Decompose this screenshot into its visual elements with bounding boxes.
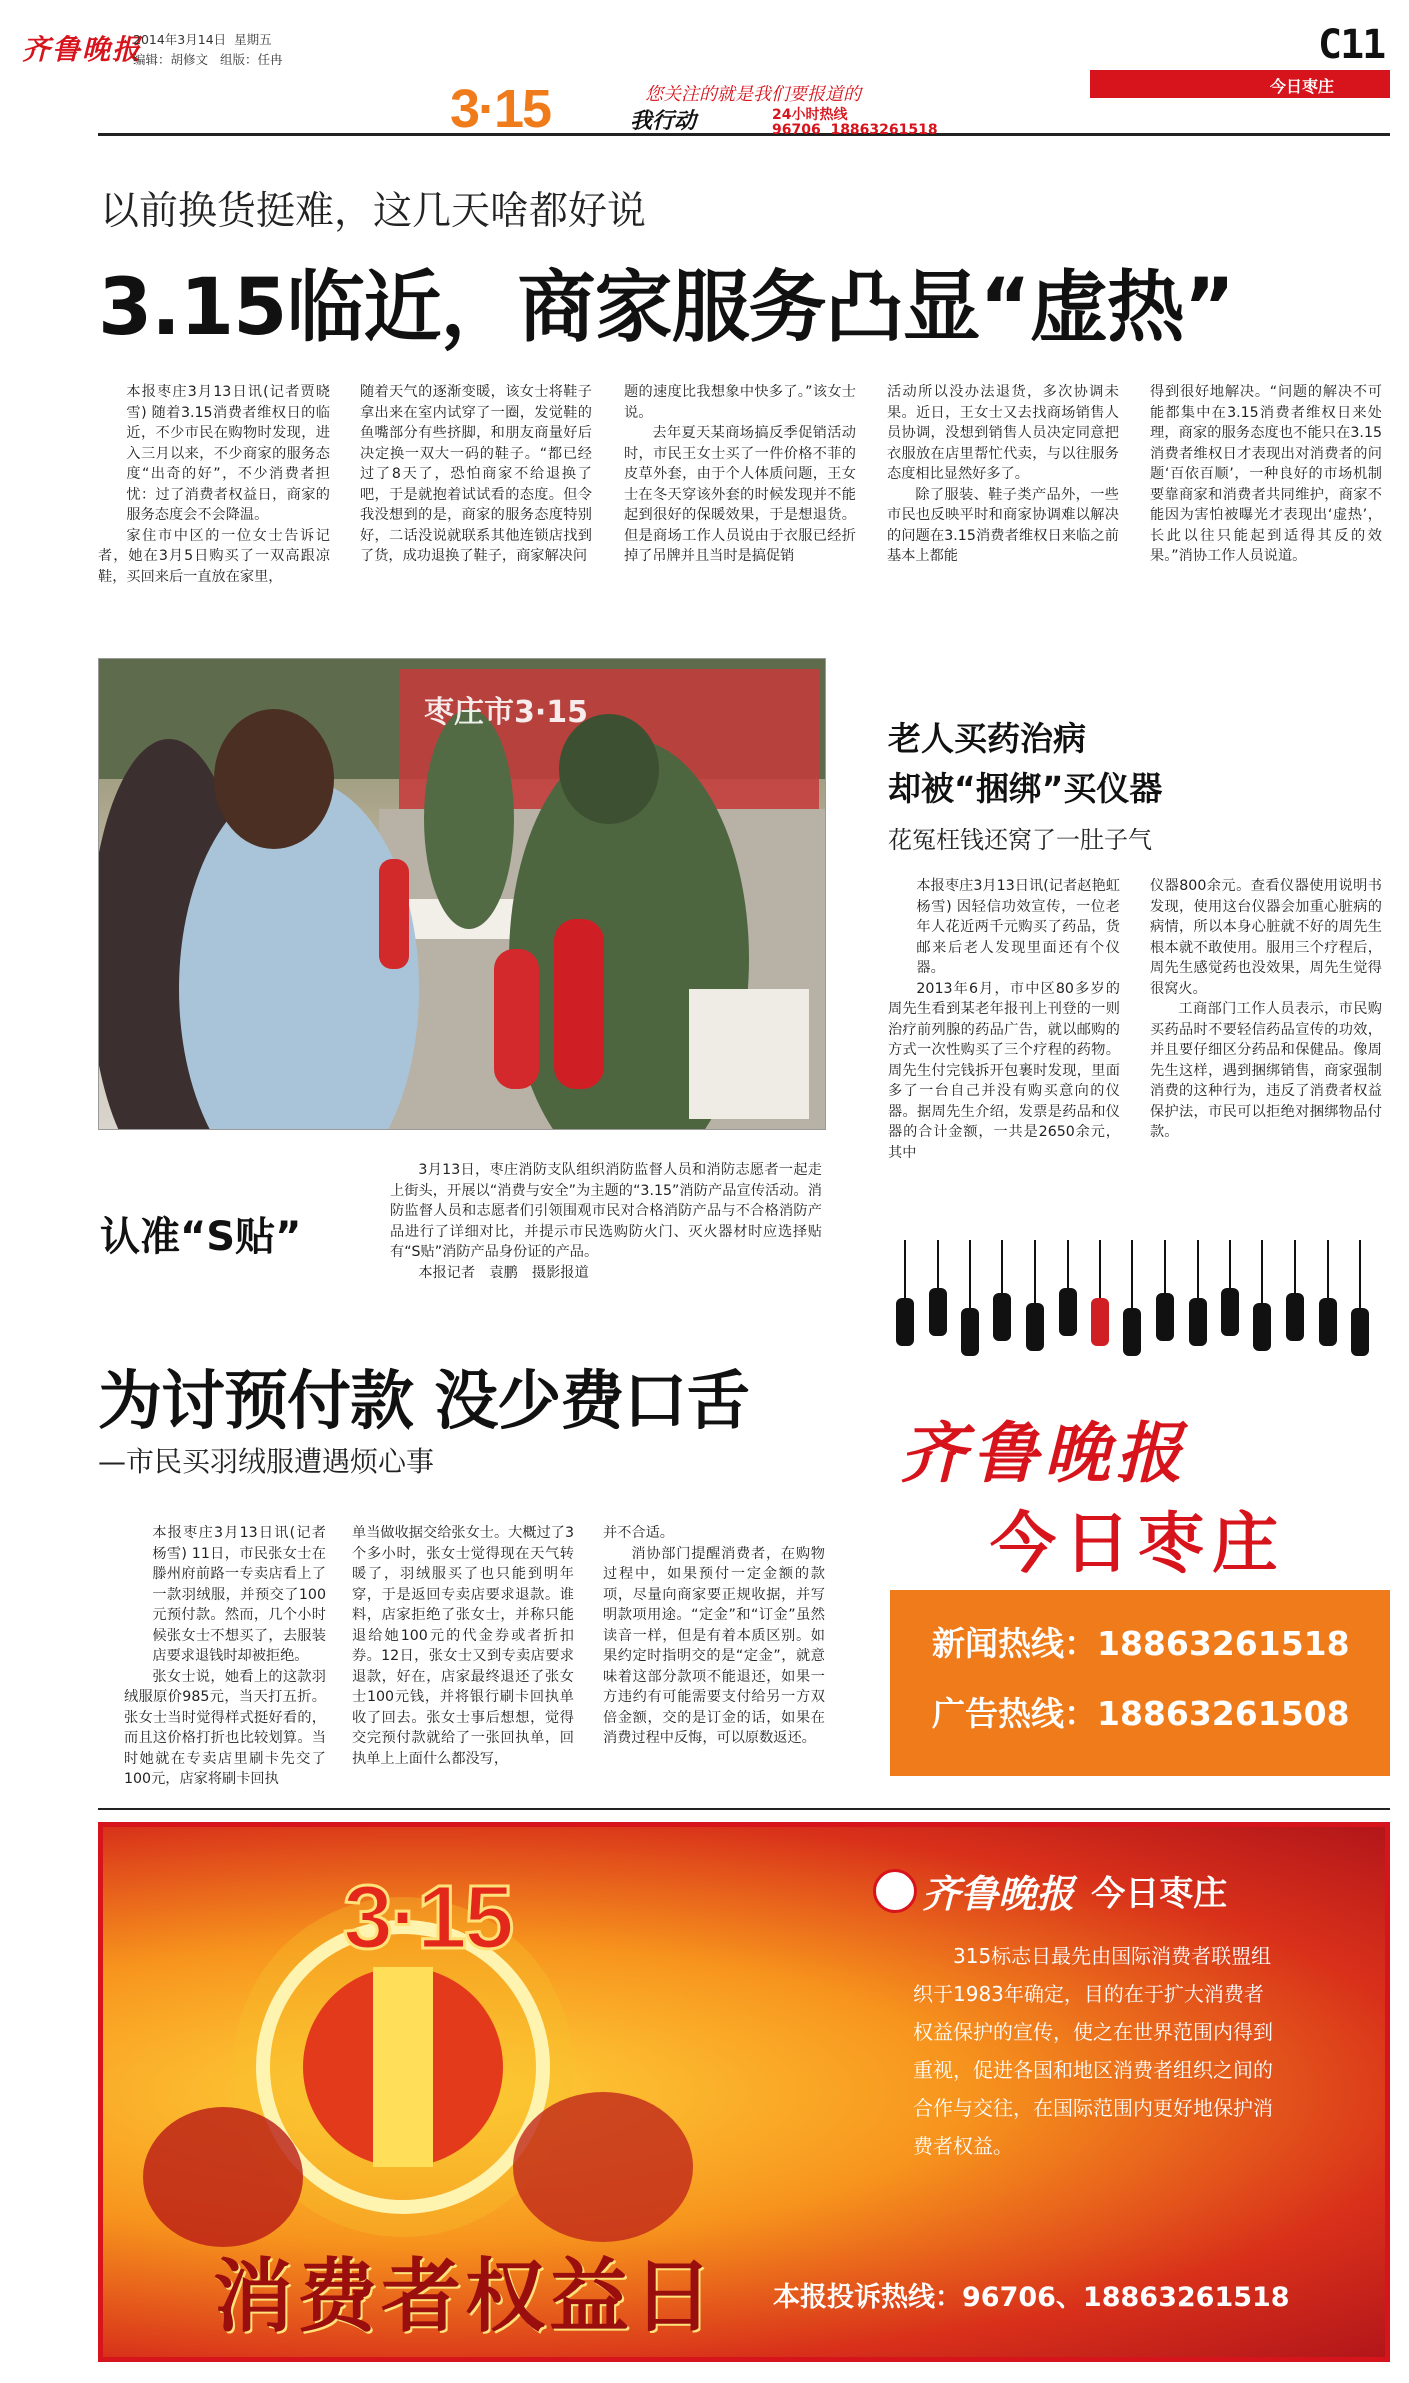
banner-hotline-label: 24小时热线 xyxy=(772,107,848,123)
article1-col-4 xyxy=(887,382,1119,567)
article1-col-5 xyxy=(1150,382,1382,567)
article2-headline-2: 却被“捆绑”买仪器 xyxy=(888,769,1163,808)
bottom-ad-title: 消费者权益日 xyxy=(213,2250,717,2343)
bottom-ad-brand xyxy=(873,1863,1227,1918)
phone-row xyxy=(890,1240,1390,1380)
house-ad-logo: 齐鲁晚报 xyxy=(900,1414,1188,1492)
banner-campaign: 我行动 xyxy=(630,109,697,134)
editor-text: 编辑：胡修文 xyxy=(133,52,209,67)
article2-col-1 xyxy=(888,876,1135,1163)
brand-circle-icon xyxy=(873,1869,917,1913)
paragraph: 工商部门工作人员表示，市民购买药品时不要轻信药品宣传的功效，并且要仔细区分药品和保健品。像周先生这样，遇到捆绑销售，商家强制消费的这种行为，违反了消费者权益保护法，市民可以拒绝对捆绑物品付款。 xyxy=(1150,1001,1382,1140)
masthead-logo: 齐鲁晚报 xyxy=(22,33,143,66)
banner-315-logo: 3·15 xyxy=(450,79,551,139)
paragraph: 本报枣庄3月13日讯(记者赵艳虹 杨雪) 因轻信功效宣传，一位老年人花近两千元购买了药品，货邮来后老人发现里面还有个仪器。 xyxy=(916,878,1135,976)
news-photo xyxy=(98,658,826,1130)
article1-col-2 xyxy=(360,382,592,567)
paragraph: 随着天气的逐渐变暖，该女士将鞋子拿出来在室内试穿了一圈，发觉鞋的鱼嘴部分有些挤脚，和朋友商量好后决定换一双大一码的鞋子。“都已经过了8天了，恐怕商家不给退换了吧，于是就抱着试试看的态度。但令我没想到的是，商家的服务态度特别好，二话没说就联系其他连锁店找到了货，成功退换了鞋子，商家解决问 xyxy=(360,384,592,564)
staff-credits xyxy=(133,50,282,68)
paragraph: 活动所以没办法退货，多次协调未果。近日，王女士又去找商场销售人员协调，没想到销售人员决定同意把衣服放在店里帮忙代卖，与以往服务态度相比显然好多了。 xyxy=(887,384,1119,482)
article1-kicker: 以前换货挺难，这几天啥都好说 xyxy=(100,189,647,234)
issue-date xyxy=(133,30,272,48)
photo-credit: 本报记者 袁鹏 摄影报道 xyxy=(418,1264,589,1281)
layout-text: 组版：任冉 xyxy=(219,52,283,67)
article1-col-3 xyxy=(624,382,856,567)
section-tab xyxy=(1090,70,1390,98)
article2-subhead: 花冤枉钱还窝了一肚子气 xyxy=(888,826,1152,854)
article3-headline: 为讨预付款 没少费口舌 xyxy=(98,1365,750,1439)
article2-headline-1: 老人买药治病 xyxy=(888,719,1086,758)
paragraph: 张女士说，她看上的这款羽绒服原价985元，当天打五折。张女士当时觉得样式挺好看的，而且这价格打折也比较划算。当时她就在专卖店里刷卡先交了100元，店家将刷卡回执 xyxy=(124,1668,326,1787)
article2-col-2 xyxy=(1150,876,1382,1143)
section-name: 今日枣庄 xyxy=(1269,77,1334,96)
article1-headline: 3.15临近，商家服务凸显“虚热” xyxy=(98,263,1234,353)
complaint-hotline: 本报投诉热线：96706、18863261518 xyxy=(773,2282,1290,2313)
paragraph: 消协部门提醒消费者，在购物过程中，如果预付一定金额的款项，尽量向商家要正规收据，并写明款项用途。“定金”和“订金”虽然读音一样，但是有着本质区别。如果约定时指明交的是“定金”，就意味着这部分款项不能退还，如果一方违约有可能需要支付给另一方双倍金额，交的是订金的话，如果在消费过程中反悔，可以原数返还。 xyxy=(603,1545,825,1746)
bottom-rule xyxy=(98,1808,1390,1810)
bottom-ad xyxy=(98,1822,1390,2362)
paragraph: 除了服装、鞋子类产品外，一些市民也反映平时和商家协调难以解决的问题在3.15消费者维权日来临之前基本上都能 xyxy=(887,486,1119,564)
paragraph: 单当做收据交给张女士。大概过了3个多小时，张女士觉得现在天气转暖了，羽绒服买了也只能到明年穿，于是返回专卖店要求退款。谁料，店家拒绝了张女士，并称只能退给她100元的代金券或者折扣券。12日，张女士又到专卖店要求退款，好在，店家最终退还了张女士100元钱，并将银行刷卡回执单收了回去。张女士事后想想，觉得交完预付款就给了一张回执单，回执单上上面什么都没写， xyxy=(352,1525,574,1767)
photo-caption xyxy=(390,1160,822,1283)
article3-col-1 xyxy=(124,1523,326,1790)
article1-col-1 xyxy=(98,382,330,587)
paragraph: 2013年6月，市中区80多岁的周先生看到某老年报刊上刊登的一则治疗前列腺的药品广告，就以邮购的方式一次性购买了三个疗程的药物。周先生付完钱拆开包裹时发现，里面多了一台自己并没有购买意向的仪器。据周先生介绍，发票是药品和仪器的合计金额，一共是2650余元，其中 xyxy=(888,980,1120,1161)
photo-side-title: 认准“S贴” xyxy=(100,1214,302,1260)
hotline-box xyxy=(890,1590,1390,1776)
paragraph: 并不合适。 xyxy=(603,1525,674,1541)
paragraph: 家住市中区的一位女士告诉记者，她在3月5日购买了一双高跟凉鞋，买回来后一直放在家里， xyxy=(98,527,330,585)
article3-col-2 xyxy=(352,1523,574,1769)
bottom-brand-sub: 今日枣庄 xyxy=(1091,1874,1228,1914)
bottom-ad-text: 315标志日最先由国际消费者联盟组织于1983年确定，目的在于扩大消费者权益保护的宣传，使之在世界范围内得到重视，促进各国和地区消费者组织之间的合作与交往，在国际范围内更好地保护消费者权益。 xyxy=(913,1944,1273,2158)
article3-subhead: —市民买羽绒服遭遇烦心事 xyxy=(98,1445,435,1478)
paragraph: 本报枣庄3月13日讯(记者贾晓雪) 随着3.15消费者维权日的临近，不少市民在购物时发现，进入三月以来，不少商家的服务态度“出奇的好”，不少消费者担忧：过了消费者权益日，商家的服务态度会不会降温。 xyxy=(126,384,330,523)
emblem-number: 3·15 xyxy=(343,1868,512,1968)
news-hotline: 新闻热线：18863261518 xyxy=(932,1624,1350,1663)
banner-315 xyxy=(450,78,1010,140)
banner-slogan: 您关注的就是我们要报道的 xyxy=(645,84,861,105)
caption-text: 3月13日，枣庄消防支队组织消防监督人员和消防志愿者一起走上街头，开展以“消费与安全”为主题的“3.15”消防产品宣传活动。消防监督人员和志愿者们引领围观市民对合格消防产品与不合格消防产品进行了详细对比，并提示市民选购防火门、灭火器材时应选择贴有“S贴”消防产品身份证的产品。 xyxy=(390,1162,822,1260)
photo-banner-text: 枣庄市3·15 xyxy=(424,695,589,730)
paragraph: 本报枣庄3月13日讯(记者杨雪) 11日，市民张女士在滕州府前路一专卖店看上了一款羽绒服，并预交了100元预付款。然而，几个小时候张女士不想买了，去服装店要求退钱时却被拒绝。 xyxy=(152,1525,326,1664)
paragraph: 题的速度比我想象中快多了。”该女士说。 xyxy=(624,384,856,421)
paragraph: 仪器800余元。查看仪器使用说明书发现，使用这台仪器会加重心脏病的病情，所以本身心脏就不好的周先生根本就不敢使用。服用三个疗程后，周先生感觉药也没效果，周先生觉得很窝火。 xyxy=(1150,878,1382,997)
paragraph: 得到很好地解决。“问题的解决不可能都集中在3.15消费者维权日来处理，商家的服务态度也不能只在3.15消费者维权日才表现出对消费者的问题‘百依百顺’，一种良好的市场机制要靠商家和消费者共同维护，商家不能因为害怕被曝光才表现出‘虚热’，长此以往只能起到适得其反的效果。”消协工作人员说道。 xyxy=(1150,384,1382,564)
house-ad-sublogo: 今日枣庄 xyxy=(990,1505,1286,1582)
bottom-brand-logo: 齐鲁晚报 xyxy=(922,1871,1075,1916)
ad-hotline: 广告热线：18863261508 xyxy=(932,1694,1350,1733)
article3-col-3 xyxy=(603,1523,825,1749)
hanging-phones-illustration xyxy=(890,1240,1390,1380)
paragraph: 去年夏天某商场搞反季促销活动时，市民王女士买了一件价格不菲的皮草外套，由于个人体质问题，王女士在冬天穿该外套的时候发现并不能起到很好的保暖效果，于是想退货。但是商场工作人员说由于衣服已经折掉了吊牌并且当时是搞促销 xyxy=(624,425,856,564)
house-ad xyxy=(890,1240,1390,1780)
banner-hotline-numbers: 96706 18863261518 xyxy=(772,122,938,138)
weekday-text: 星期五 xyxy=(234,32,272,47)
date-text: 2014年3月14日 xyxy=(133,32,227,47)
page-number: C11 xyxy=(1318,22,1385,68)
